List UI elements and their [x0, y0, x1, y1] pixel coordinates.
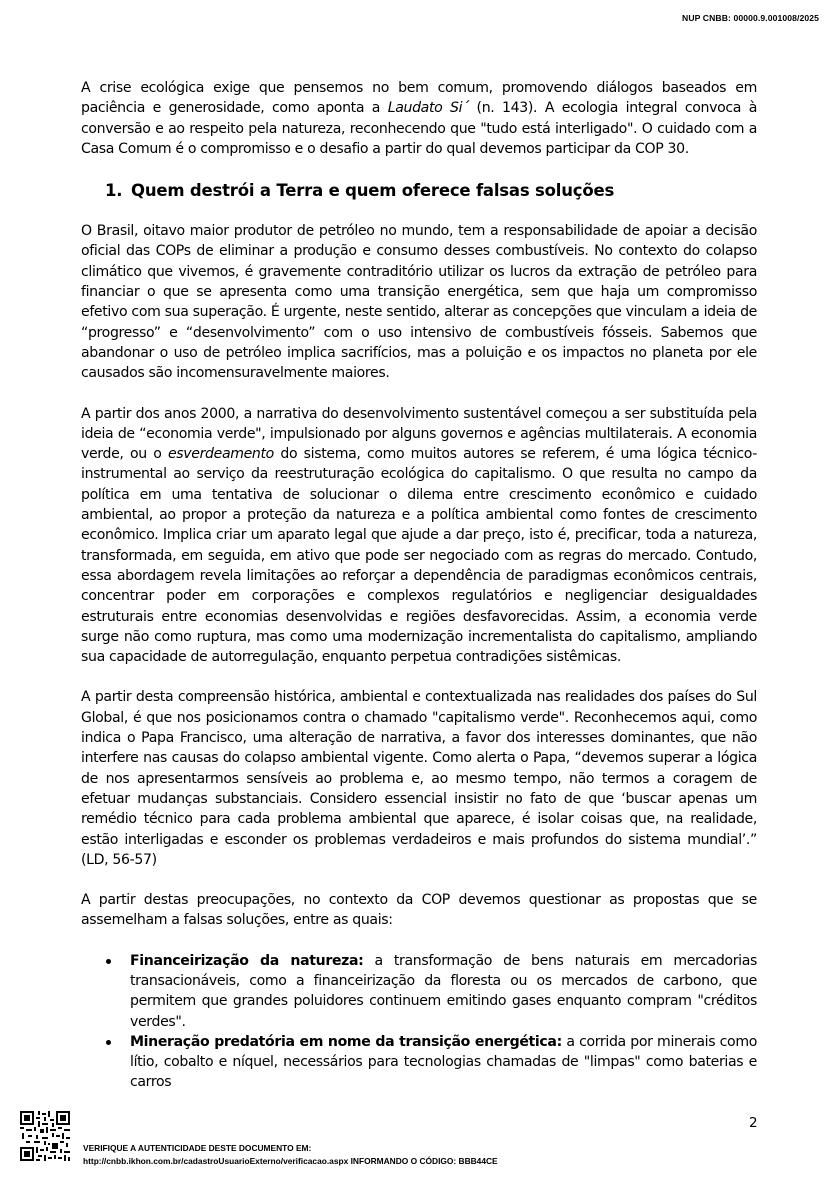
verify-url-line[interactable]: http://cnbb.ikhon.com.br/cadastroUsuarioExterno/verificacao.aspx INFORMANDO O CÓDIGO: BBB44CE: [83, 1155, 498, 1166]
p2-text-after: do sistema, como muitos autores se referem, é uma lógica técnico-instrumental ao serviço da reestruturação ecológica do capitalismo. O que resulta no campo da política em uma tentativa de solucionar o dilema entre crescimento econômico e cuidado ambiental, ao propor a proteção da natureza e a política ambiental como fontes de crescimento econômico. Implica criar um aparato legal que ajude a dar preço, isto é, precificar, toda a natureza, transformada, em seguida, em ativo que pode ser negociado com as regras do mercado. Contudo, essa abordagem revela limitações ao reforçar a dependência de paradigmas econômicos centrais, concentrar poder em corporações e complexos regulatórios e negligenciar desigualdades estruturais entre economias desenvolvidas e regiões desfavorecidas. Assim, a economia verde surge não como ruptura, mas como uma modernização incrementalista do capitalismo, ampliando sua capacidade de autorregulação, enquanto perpetua contradições sistêmicas.: [81, 446, 757, 666]
paragraph-1: O Brasil, oitavo maior produtor de petróleo no mundo, tem a responsabilidade de apoiar a decisão oficial das COPs de eliminar a produção e consumo desses combustíveis. No contexto do colapso climático que vivemos, é gravemente contraditório utilizar os lucros da extração de petróleo para financiar o que se apresenta como uma transição energética, sem que haja um compromisso efetivo com sua superação. É urgente, neste sentido, alterar as concepções que vinculam a ideia de “progresso” e “desenvolvimento” com o uso intensivo de combustíveis fósseis. Sabemos que abandonar o uso de petróleo implica sacrifícios, mas a poluição e os impactos no planeta por ele causados são incomensuravelmente maiores.: [81, 223, 757, 382]
intro-italic: Laudato Si´: [387, 100, 469, 117]
bullet-text: a transformação de bens naturais em mercadorias transacionáveis, como a financeirização da floresta ou os mercados de carbono, que permitem que grandes poluidores continuem emitindo gases enquanto compram "créditos verdes".: [130, 952, 757, 1030]
paragraph-3: A partir desta compreensão histórica, ambiental e contextualizada nas realidades dos países do Sul Global, é que nos posicionamos contra o chamado "capitalismo verde". Reconhecemos aqui, como indica o Papa Francisco, uma alteração de narrativa, a favor dos interesses dominantes, que não interfere nas causas do colapso ambiental vigente. Como alerta o Papa, “devemos superar a lógica de nos apresentarmos sensíveis ao problema e, ao mesmo tempo, não termos a coragem de efetuar mudanças substanciais. Considero essencial insistir no fato de que ‘buscar apenas um remédio técnico para cada problema ambiental que aparece, é isolar coisas que, na realidade, estão interligadas e esconder os problemas verdadeiros e mais profundos do sistema mundial’.” (LD, 56-57): [81, 689, 757, 868]
intro-text-before: A crise ecológica exige que pensemos no bem comum, promovendo diálogos baseados em paciência e generosidade, como aponta a: [81, 80, 757, 117]
p2-text-before: A partir dos anos 2000, a narrativa do desenvolvimento sustentável começou a ser substituída pela ideia de “economia verde", impulsionado por alguns governos e agências multilaterais. A economia verde, ou o: [81, 405, 757, 463]
list-item: [81, 951, 757, 1032]
bullet-icon: [106, 1040, 111, 1045]
verification-notice: [83, 1142, 498, 1167]
bullet-icon: [106, 959, 111, 964]
bullet-bold: Mineração predatória em nome da transição energética:: [130, 1033, 562, 1050]
p2-italic: esverdeamento: [167, 446, 274, 463]
bullet-list: [81, 951, 757, 1093]
list-item: [81, 1032, 757, 1093]
document-body: [81, 78, 757, 1093]
paragraph-2: [81, 404, 757, 668]
page-number: 2: [749, 1115, 758, 1131]
paragraph-4: A partir destas preocupações, no contexto da COP devemos questionar as propostas que se assemelham a falsas soluções, entre as quais:: [81, 892, 757, 929]
section-title: Quem destrói a Terra e quem oferece falsas soluções: [131, 181, 615, 201]
verify-line-1: VERIFIQUE A AUTENTICIDADE DESTE DOCUMENTO EM:: [83, 1143, 312, 1153]
qr-code-icon: [20, 1111, 70, 1161]
bullet-bold: Financeirização da natureza:: [130, 952, 364, 969]
intro-text-after: (n. 143). A ecologia integral convoca à conversão e ao respeito pela natureza, reconhecendo que "tudo está interligado". O cuidado com a Casa Comum é o compromisso e o desafio a partir do qual devemos participar da COP 30.: [81, 100, 757, 157]
section-heading: [105, 180, 757, 202]
intro-paragraph: [81, 78, 757, 159]
nup-header: NUP CNBB: 00000.9.001008/2025: [682, 13, 819, 23]
section-number: 1.: [105, 181, 123, 201]
bullet-text: a corrida por minerais como lítio, cobalto e níquel, necessários para tecnologias chamadas de "limpas" como baterias e carros: [130, 1033, 757, 1091]
